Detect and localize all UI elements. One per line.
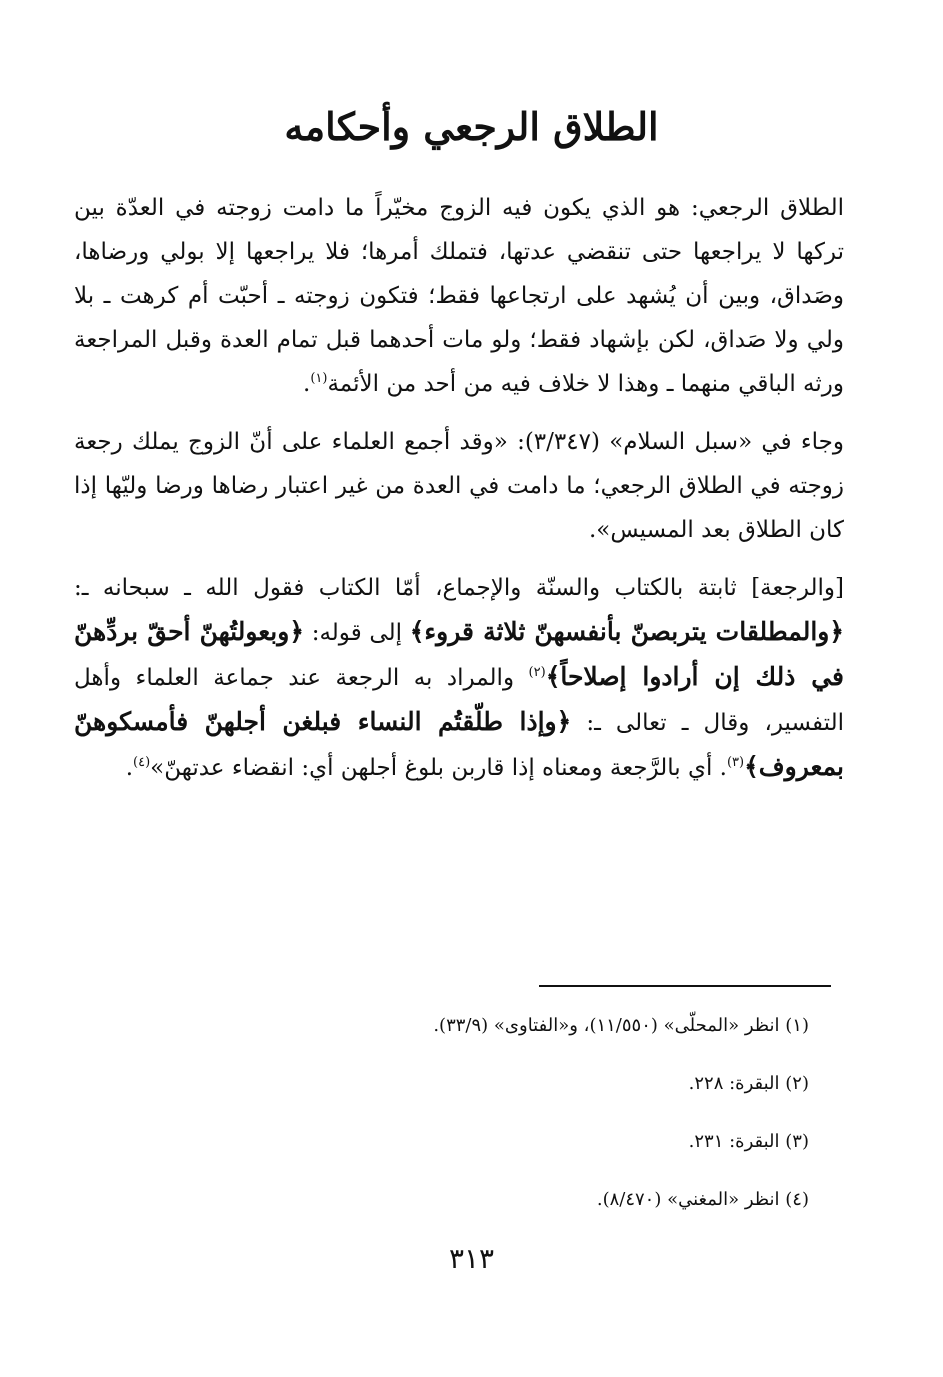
evidence-text: والمراد به الرجعة عند جماعة العلماء وأهل التفسير، وقال ـ تعالى ـ: bbox=[74, 665, 844, 736]
footnote-divider bbox=[539, 985, 831, 987]
page-title: الطلاق الرجعي وأحكامه bbox=[284, 104, 659, 149]
punctuation: . bbox=[303, 371, 311, 397]
footnote: (٢) البقرة: ٢٢٨. bbox=[688, 1073, 809, 1094]
evidence-text: . أي بالرَّجعة ومعناه إذا قاربن بلوغ أجلهن أي: انقضاء عدتهنّ» bbox=[150, 755, 727, 781]
evidence-intro: [والرجعة] ثابتة بالكتاب والسنّة والإجماع، أمّا الكتاب فقول الله ـ سبحانه ـ: bbox=[74, 575, 844, 601]
paragraph-quote: وجاء في «سبل السلام» (٣/٣٤٧): «وقد أجمع العلماء على أنّ الزوج يملك رجعة زوجته في الطلاق الرجعي؛ ما دامت في العدة من غير اعتبار رضاها ورضا وليّها إذا كان الطلاق بعد المسيس». bbox=[74, 429, 844, 543]
quran-verse: ﴿والمطلقات يتربصنّ بأنفسهنّ ثلاثة قروء﴾ bbox=[409, 617, 844, 646]
punctuation: . bbox=[125, 755, 134, 781]
footnote: (٤) انظر «المغني» (٨/٤٧٠). bbox=[596, 1189, 809, 1210]
footnote-ref: (١) bbox=[310, 371, 328, 386]
footnote-ref: (٣) bbox=[726, 755, 745, 770]
footnote: (١) انظر «المحلّى» (١١/٥٥٠)، و«الفتاوى» (٣٣/٩). bbox=[433, 1015, 809, 1036]
footnote-ref: (٤) bbox=[133, 755, 151, 770]
paragraph-evidence bbox=[74, 566, 844, 790]
page-number: ٣١٣ bbox=[448, 1242, 495, 1275]
footnote-ref: (٢) bbox=[528, 665, 546, 680]
evidence-text: إلى قوله: bbox=[311, 620, 402, 646]
paragraph-definition bbox=[74, 186, 844, 406]
paragraph-text: الطلاق الرجعي: هو الذي يكون فيه الزوج مخيّراً ما دامت زوجته في العدّة بين تركها لا يراجعها حتى تنقضي عدتها، فتملك أمرها؛ فلا يراجعها إلا بولي ورضاها، وصَداق، وبين أن يُشهد على ارتجاعها فقط؛ فتكون زوجته ـ أحبّت أم كرهت ـ بلا ولي ولا صَداق، لكن بإشهاد فقط؛ ولو مات أحدهما قبل تمام العدة وقبل المراجعة ورثه الباقي منهما ـ وهذا لا خلاف فيه من أحد من الأئمة bbox=[74, 195, 844, 397]
footnotes bbox=[120, 1006, 809, 1238]
quran-verse: ﴿وبعولتُهنّ أحقّ بردِّهنّ في ذلك إن أرادوا إصلاحاً﴾ bbox=[74, 617, 845, 691]
quran-verse: ﴿وإذا طلّقتُم النساء فبلغن أجلهنّ فأمسكوهنّ بمعروف﴾ bbox=[74, 707, 844, 781]
main-text bbox=[74, 186, 844, 790]
footnote: (٣) البقرة: ٢٣١. bbox=[688, 1131, 809, 1152]
